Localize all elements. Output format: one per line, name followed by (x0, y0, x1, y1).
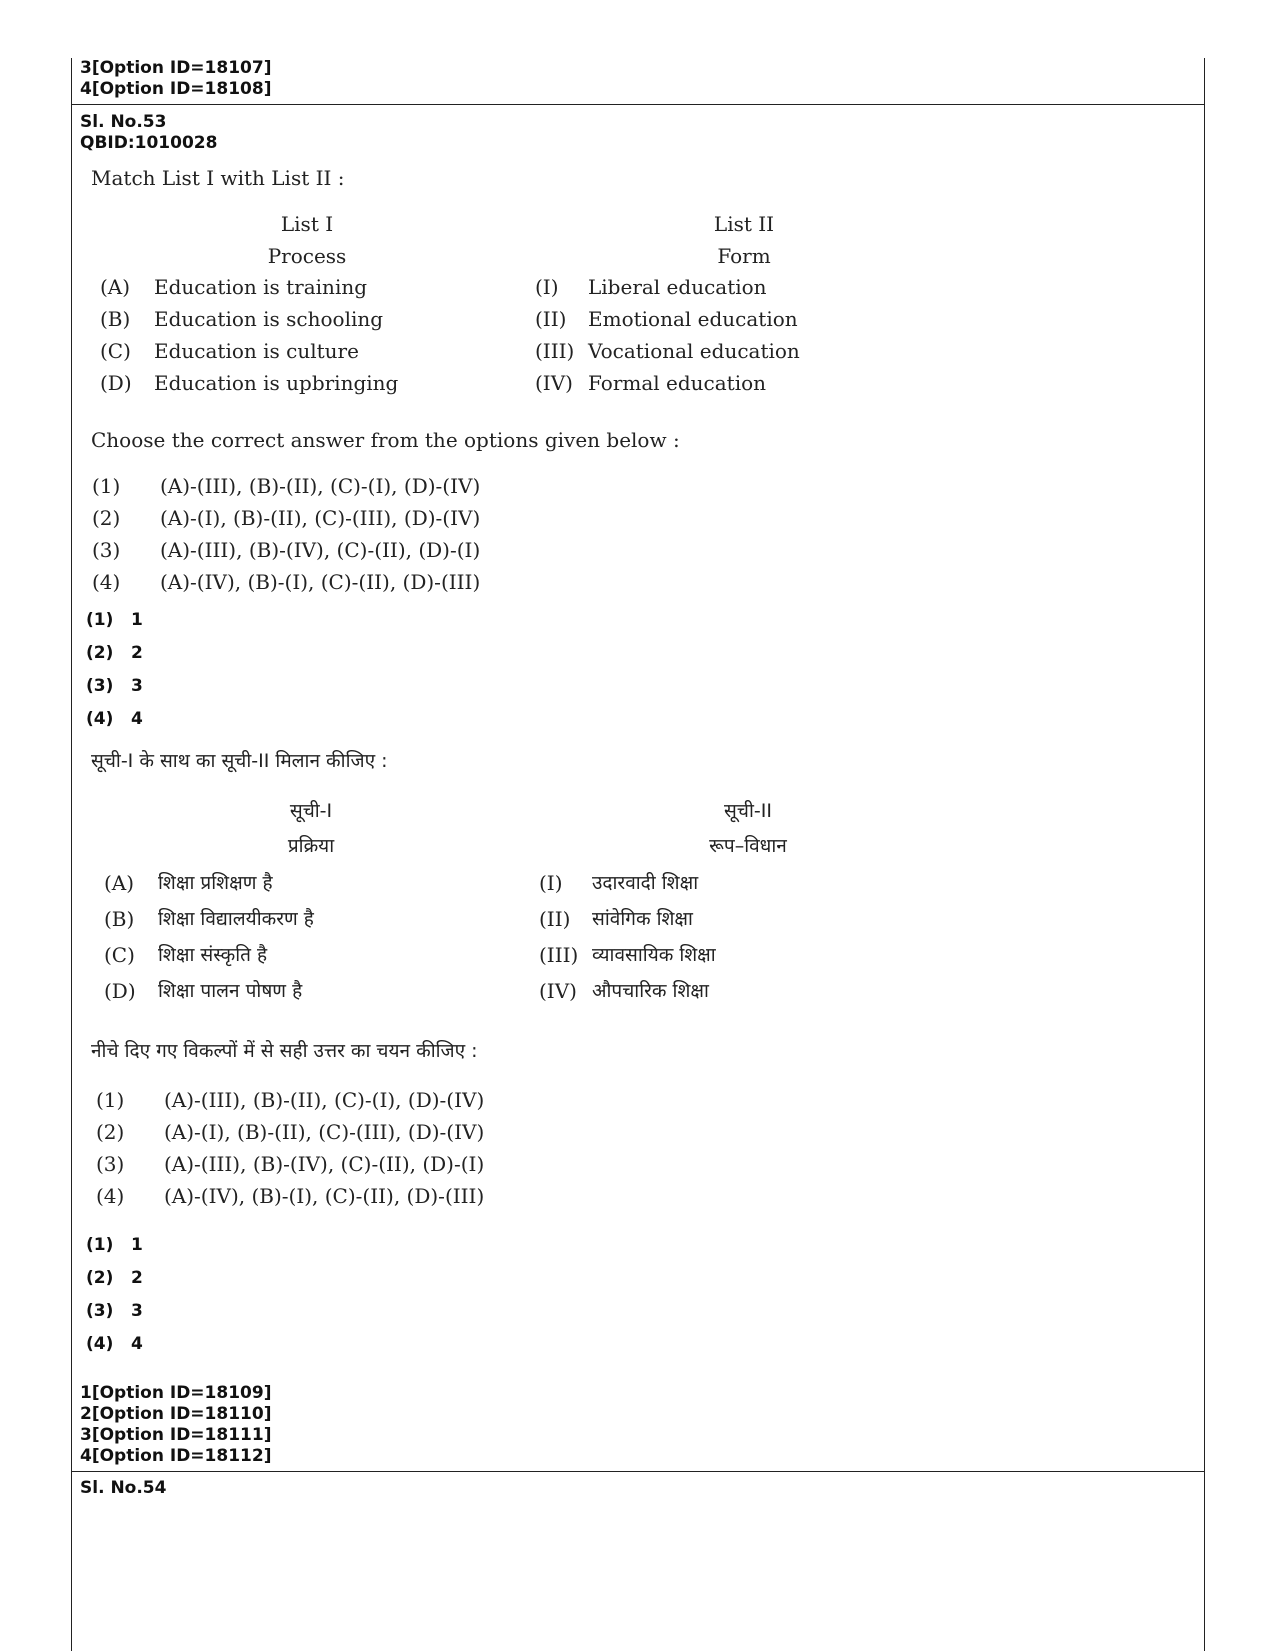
list2-key: (II) (535, 307, 567, 331)
option-id-line: 2[Option ID=18110] (80, 1404, 272, 1424)
answer-value: 4 (131, 1334, 143, 1354)
list2-key: (III) (535, 339, 575, 363)
option-text: (A)-(I), (B)-(II), (C)-(III), (D)-(IV) (164, 1120, 485, 1144)
list1-subtitle-hindi: प्रक्रिया (287, 835, 335, 857)
option-number: (4) (92, 570, 121, 594)
match-instruction: Match List I with List II : (91, 166, 345, 190)
list1-item: Education is culture (154, 339, 359, 363)
answer-number: (1) (86, 610, 114, 630)
list1-key: (D) (104, 979, 136, 1003)
answer-value: 1 (131, 1235, 143, 1255)
answer-choice[interactable] (86, 1301, 143, 1321)
list2-key: (II) (539, 907, 571, 931)
answer-choice[interactable] (86, 610, 143, 630)
list2-subtitle: Form (717, 244, 771, 268)
divider (71, 1471, 1205, 1472)
answer-choice[interactable] (86, 676, 143, 696)
option-number: (2) (92, 506, 121, 530)
list2-key: (IV) (539, 979, 577, 1003)
answer-value: 2 (131, 1268, 143, 1288)
option-id-line: 3[Option ID=18107] (80, 58, 272, 78)
list2-item: Liberal education (588, 275, 767, 299)
list1-key: (B) (104, 907, 135, 931)
list1-title: List I (280, 212, 334, 236)
answer-choice[interactable] (86, 1268, 143, 1288)
list2-item: Emotional education (588, 307, 798, 331)
answer-number: (4) (86, 709, 114, 729)
list1-key: (A) (104, 871, 135, 895)
option-number: (2) (96, 1120, 125, 1144)
list2-title: List II (713, 212, 775, 236)
match-instruction-hindi: सूची-I के साथ का सूची-II मिलान कीजिए : (91, 750, 388, 772)
answer-number: (4) (86, 1334, 114, 1354)
list1-subtitle: Process (267, 244, 347, 268)
answer-number: (2) (86, 643, 114, 663)
list2-item-hindi: औपचारिक शिक्षा (592, 980, 709, 1002)
list1-key: (C) (100, 339, 131, 363)
list2-key: (IV) (535, 371, 573, 395)
list2-item-hindi: व्यावसायिक शिक्षा (592, 944, 716, 966)
answer-choice[interactable] (86, 1334, 143, 1354)
answer-choice[interactable] (86, 1235, 143, 1255)
answer-value: 1 (131, 610, 143, 630)
divider (71, 104, 1205, 105)
option-text: (A)-(IV), (B)-(I), (C)-(II), (D)-(III) (160, 570, 481, 594)
list2-subtitle-hindi: रूप–विधान (709, 835, 787, 857)
answer-number: (3) (86, 1301, 114, 1321)
list1-item: Education is upbringing (154, 371, 399, 395)
list2-item: Vocational education (588, 339, 800, 363)
answer-value: 2 (131, 643, 143, 663)
answer-value: 4 (131, 709, 143, 729)
list2-key: (I) (535, 275, 559, 299)
list2-item-hindi: सांवेगिक शिक्षा (592, 908, 693, 930)
option-number: (3) (92, 538, 121, 562)
option-number: (1) (96, 1088, 125, 1112)
list1-item-hindi: शिक्षा संस्कृति है (158, 944, 268, 966)
answer-choice[interactable] (86, 709, 143, 729)
list2-item: Formal education (588, 371, 767, 395)
answer-choice[interactable] (86, 643, 143, 663)
option-number: (1) (92, 474, 121, 498)
next-serial-number: Sl. No.54 (80, 1478, 167, 1498)
choose-instruction-hindi: नीचे दिए गए विकल्पों में से सही उत्तर का चयन कीजिए : (91, 1040, 478, 1062)
choose-instruction: Choose the correct answer from the options given below : (91, 428, 680, 452)
answer-number: (3) (86, 676, 114, 696)
option-id-line: 3[Option ID=18111] (80, 1425, 272, 1445)
list1-key: (C) (104, 943, 135, 967)
answer-number: (2) (86, 1268, 114, 1288)
answer-value: 3 (131, 676, 143, 696)
list2-item-hindi: उदारवादी शिक्षा (592, 872, 699, 894)
option-text: (A)-(I), (B)-(II), (C)-(III), (D)-(IV) (160, 506, 481, 530)
option-id-line: 4[Option ID=18108] (80, 79, 272, 99)
option-text: (A)-(IV), (B)-(I), (C)-(II), (D)-(III) (164, 1184, 485, 1208)
list1-item-hindi: शिक्षा प्रशिक्षण है (158, 872, 273, 894)
option-text: (A)-(III), (B)-(II), (C)-(I), (D)-(IV) (160, 474, 481, 498)
answer-number: (1) (86, 1235, 114, 1255)
list1-item: Education is training (154, 275, 368, 299)
list2-key: (I) (539, 871, 563, 895)
qbid: QBID:1010028 (80, 133, 218, 153)
list1-item-hindi: शिक्षा पालन पोषण है (158, 980, 303, 1002)
serial-number: Sl. No.53 (80, 112, 167, 132)
list2-key: (III) (539, 943, 579, 967)
list1-key: (B) (100, 307, 131, 331)
list1-key: (A) (100, 275, 131, 299)
option-text: (A)-(III), (B)-(IV), (C)-(II), (D)-(I) (160, 538, 481, 562)
list2-title-hindi: सूची-II (724, 800, 772, 822)
option-text: (A)-(III), (B)-(II), (C)-(I), (D)-(IV) (164, 1088, 485, 1112)
option-number: (4) (96, 1184, 125, 1208)
option-text: (A)-(III), (B)-(IV), (C)-(II), (D)-(I) (164, 1152, 485, 1176)
list1-item: Education is schooling (154, 307, 384, 331)
option-id-line: 4[Option ID=18112] (80, 1446, 272, 1466)
option-number: (3) (96, 1152, 125, 1176)
answer-value: 3 (131, 1301, 143, 1321)
list1-key: (D) (100, 371, 132, 395)
list1-title-hindi: सूची-I (289, 800, 333, 822)
list1-item-hindi: शिक्षा विद्यालयीकरण है (158, 908, 314, 930)
option-id-line: 1[Option ID=18109] (80, 1383, 272, 1403)
